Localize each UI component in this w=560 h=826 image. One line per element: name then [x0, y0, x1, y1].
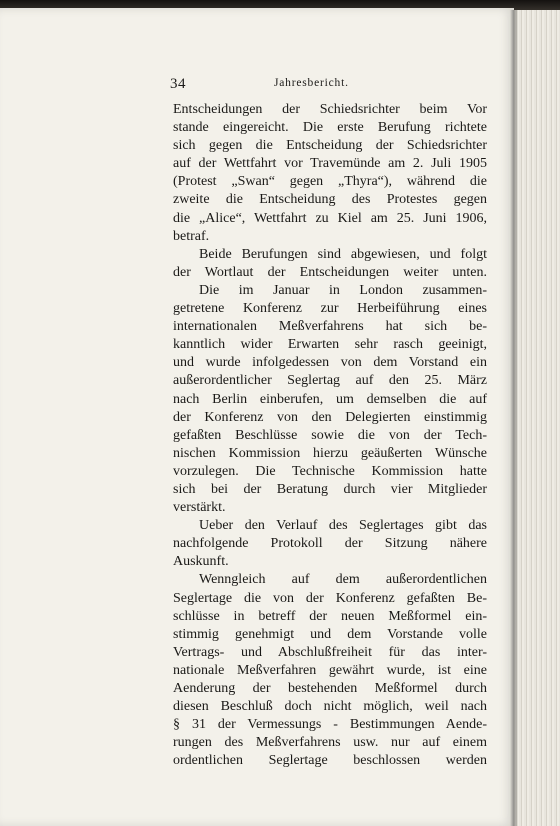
text-line: diesen Beschluß doch nicht möglich, weil nach [173, 699, 487, 715]
text-line: stimmig genehmigt und dem Vorstande volle [173, 626, 487, 642]
text-line: nischen Kommission hierzu geäußerten Wünsche [173, 445, 487, 461]
text-line: vorzulegen. Die Technische Kommission hatte [173, 463, 487, 479]
text-line: Die im Januar in London zusammen- [199, 282, 487, 298]
text-line: verstärkt. [173, 500, 226, 516]
text-line: betraf. [173, 228, 210, 244]
text-line: (Protest „Swan“ gegen „Thyra“), während die [173, 174, 487, 190]
text-line: sich gegen die Entscheidung der Schiedsrichter [173, 138, 487, 154]
text-line: ordentlichen Seglertage beschlossen werden [173, 753, 487, 769]
body-text [173, 101, 487, 770]
text-line: der Wortlaut der Entscheidungen weiter unten. [173, 264, 487, 280]
text-line: getretene Konferenz zur Herbeiführung eines [173, 301, 487, 317]
text-line: außerordentlicher Seglertag auf den 25. März [173, 373, 487, 389]
text-line: auf der Wettfahrt vor Travemünde am 2. Juli 1905 [173, 156, 487, 172]
page-edge-stack [514, 10, 560, 826]
text-line: kanntlich wider Erwarten sehr rasch geeinigt, [173, 337, 487, 353]
text-line: Auskunft. [173, 554, 229, 570]
running-title: Jahresbericht. [274, 77, 349, 89]
text-line: internationalen Meßverfahrens hat sich be- [173, 319, 487, 335]
text-line: gefaßten Beschlüsse sowie die von der Tech- [173, 427, 487, 443]
text-line: und wurde infolgedessen von dem Vorstand ein [173, 355, 487, 371]
text-line: stande eingereicht. Die erste Berufung richtete [173, 120, 487, 136]
text-line: Beide Berufungen sind abgewiesen, und folgt [199, 246, 487, 262]
text-line: Wenngleich auf dem außerordentlichen [199, 572, 487, 588]
text-line: Aenderung der bestehenden Meßformel durch [173, 681, 487, 696]
text-line: § 31 der Vermessungs - Bestimmungen Aende- [173, 717, 487, 733]
text-line: Vertrags- und Abschlußfreiheit für das inter- [173, 644, 487, 660]
page-header [170, 76, 500, 98]
text-line: Ueber den Verlauf des Seglertages gibt das [199, 518, 487, 534]
text-line: sich bei der Beratung durch vier Mitglieder [173, 481, 487, 497]
text-line: Seglertage die von der Konferenz gefaßten Be- [173, 590, 487, 606]
text-line: nationale Meßverfahren gewährt wurde, ist eine [173, 662, 487, 678]
text-line: rungen des Meßverfahrens usw. nur auf einem [173, 735, 487, 751]
text-line: zweite die Entscheidung des Protestes gegen [173, 192, 487, 208]
text-line: schlüsse in betreff der neuen Meßformel ein- [173, 608, 487, 624]
page-number: 34 [170, 76, 186, 92]
text-line: Entscheidungen der Schiedsrichter beim Vor [173, 102, 487, 117]
page-gutter-shadow [510, 10, 518, 826]
text-line: nach Berlin einberufen, um demselben die auf [173, 391, 487, 407]
text-line: die „Alice“, Wettfahrt zu Kiel am 25. Juni 1906, [173, 210, 487, 226]
text-line: nachfolgende Protokoll der Sitzung nähere [173, 536, 487, 552]
text-line: der Konferenz von den Delegierten einstimmig [173, 409, 487, 425]
